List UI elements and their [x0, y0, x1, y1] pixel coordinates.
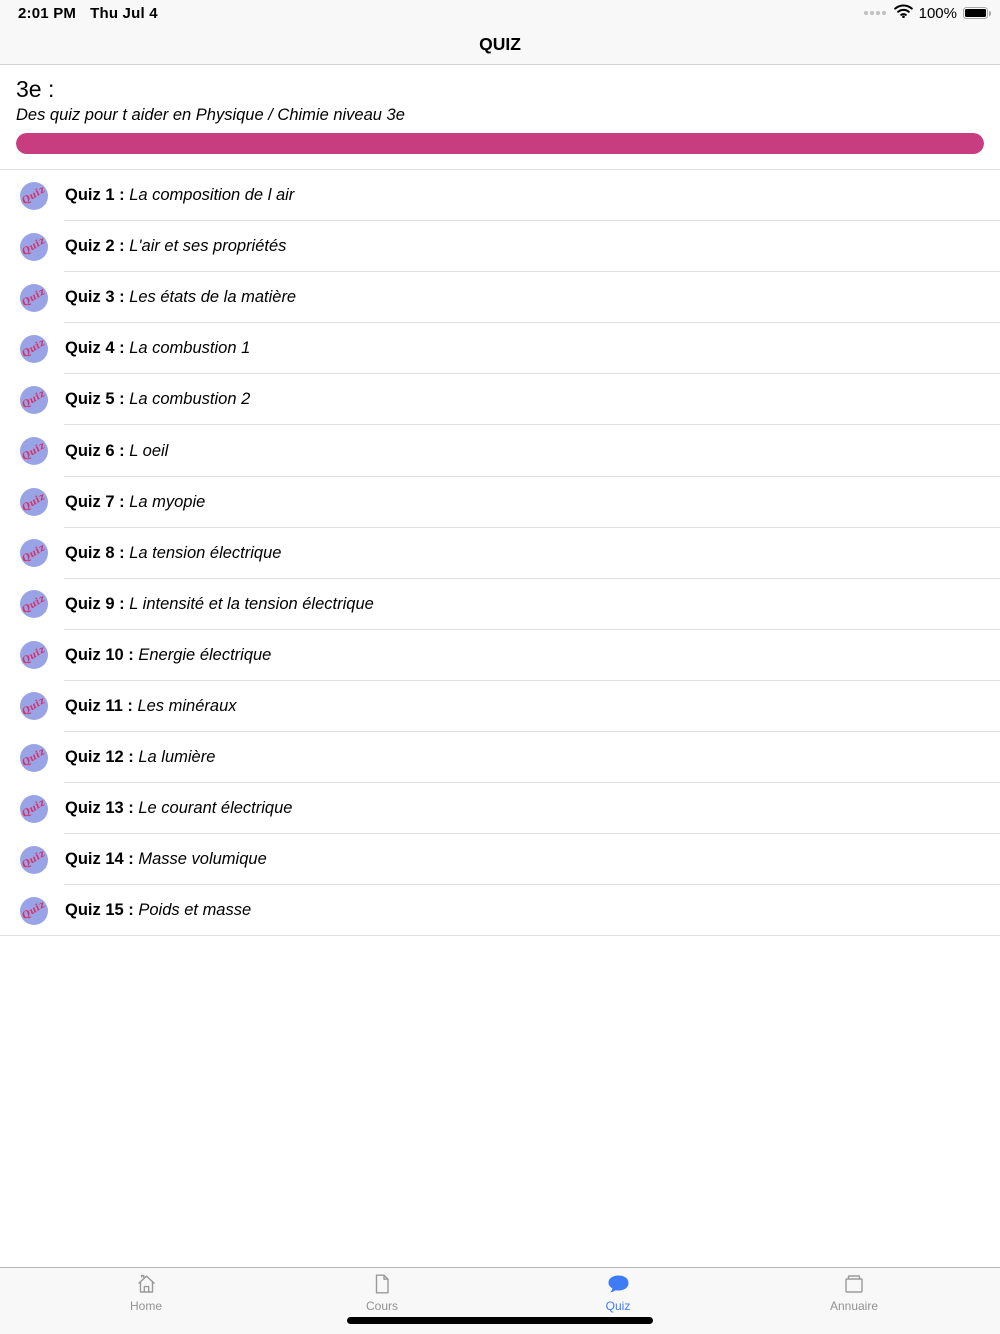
quiz-label: Quiz 5 :	[65, 390, 125, 409]
quiz-badge-label: Quiz	[20, 643, 48, 667]
quiz-row-text	[65, 493, 205, 512]
quiz-badge-icon	[20, 795, 48, 823]
quiz-row[interactable]	[0, 783, 1000, 834]
quiz-row-text	[65, 901, 251, 920]
wifi-icon	[894, 4, 913, 23]
quiz-badge-icon	[20, 641, 48, 669]
quiz-row-text	[65, 748, 215, 767]
quiz-row-text	[65, 186, 294, 205]
quiz-badge-label: Quiz	[20, 184, 48, 207]
quiz-badge-label: Quiz	[20, 797, 48, 821]
quiz-label: Quiz 2 :	[65, 237, 125, 256]
quiz-row[interactable]	[0, 681, 1000, 732]
battery-percent-label: 100%	[918, 4, 957, 22]
quiz-label: Quiz 11 :	[65, 696, 133, 715]
quiz-badge-icon	[20, 590, 48, 618]
quiz-title: L'air et ses propriétés	[129, 237, 287, 256]
quiz-label: Quiz 1 :	[65, 186, 125, 205]
quiz-title: Masse volumique	[138, 850, 267, 869]
quiz-badge-label: Quiz	[20, 848, 48, 872]
quiz-row[interactable]	[0, 272, 1000, 323]
page-title: QUIZ	[479, 34, 521, 54]
quiz-label: Quiz 6 :	[65, 441, 125, 460]
quiz-badge-icon	[20, 284, 48, 312]
tab-quiz-label: Quiz	[605, 1299, 631, 1313]
quiz-badge-label: Quiz	[20, 592, 48, 616]
quiz-row-text	[65, 237, 286, 256]
quiz-title: L intensité et la tension électrique	[129, 594, 374, 613]
quiz-row[interactable]	[0, 579, 1000, 630]
quiz-badge-label: Quiz	[20, 695, 48, 718]
section-subtitle: Des quiz pour t aider en Physique / Chimie niveau 3e	[16, 106, 405, 124]
quiz-label: Quiz 7 :	[65, 492, 125, 511]
document-icon	[370, 1272, 394, 1296]
quiz-badge-icon	[20, 744, 48, 772]
quiz-title: Les états de la matière	[129, 288, 297, 307]
tab-annuaire-label: Annuaire	[829, 1299, 879, 1313]
status-date: Thu Jul 4	[90, 5, 158, 22]
tab-home[interactable]	[28, 1272, 264, 1334]
status-bar-right	[864, 5, 988, 21]
quiz-label: Quiz 8 :	[65, 543, 125, 562]
quiz-title: La composition de l air	[129, 186, 295, 205]
quiz-badge-icon	[20, 897, 48, 925]
quiz-title: La lumière	[138, 748, 216, 767]
quiz-row-text	[65, 799, 292, 818]
quiz-row-text	[65, 390, 250, 409]
quiz-row[interactable]	[0, 630, 1000, 681]
quiz-label: Quiz 10 :	[65, 645, 134, 664]
quiz-row[interactable]	[0, 425, 1000, 476]
quiz-badge-icon	[20, 692, 48, 720]
quiz-badge-label: Quiz	[20, 490, 48, 514]
quiz-label: Quiz 4 :	[65, 339, 125, 358]
quiz-badge-label: Quiz	[20, 899, 48, 923]
quiz-title: La myopie	[129, 492, 206, 511]
quiz-badge-icon	[20, 437, 48, 465]
quiz-row-text	[65, 339, 250, 358]
quiz-row[interactable]	[0, 732, 1000, 783]
quiz-row-text	[65, 595, 374, 614]
quiz-badge-label: Quiz	[20, 439, 48, 463]
quiz-badge-icon	[20, 233, 48, 261]
quiz-badge-label: Quiz	[20, 746, 48, 769]
quiz-label: Quiz 15 :	[65, 901, 134, 920]
quiz-row[interactable]	[0, 834, 1000, 885]
home-icon	[134, 1272, 159, 1296]
quiz-row-text	[65, 288, 296, 307]
progress-bar-fill	[16, 133, 984, 154]
quiz-title: Poids et masse	[138, 901, 252, 920]
quiz-row-text	[65, 646, 271, 665]
quiz-badge-icon	[20, 539, 48, 567]
chat-bubble-icon	[606, 1272, 631, 1296]
quiz-title: La tension électrique	[129, 543, 282, 562]
top-bar	[0, 0, 1000, 65]
tab-cours-label: Cours	[365, 1299, 398, 1313]
quiz-badge-icon	[20, 182, 48, 210]
quiz-badge-icon	[20, 335, 48, 363]
quiz-label: Quiz 14 :	[65, 850, 134, 869]
quiz-row[interactable]	[0, 221, 1000, 272]
quiz-label: Quiz 3 :	[65, 288, 125, 307]
quiz-badge-icon	[20, 846, 48, 874]
quiz-row[interactable]	[0, 477, 1000, 528]
section-title: 3e :	[16, 76, 55, 102]
status-bar-left	[18, 5, 158, 22]
quiz-row[interactable]	[0, 374, 1000, 425]
quiz-title: Energie électrique	[138, 645, 272, 664]
quiz-title: La combustion 2	[129, 390, 251, 409]
quiz-badge-label: Quiz	[20, 337, 48, 361]
tab-home-label: Home	[129, 1299, 162, 1313]
quiz-row-text	[65, 850, 267, 869]
quiz-row[interactable]	[0, 170, 1000, 221]
progress-bar	[16, 133, 984, 154]
status-time: 2:01 PM	[18, 5, 77, 22]
tab-annuaire[interactable]	[736, 1272, 972, 1334]
quiz-row-text	[65, 697, 237, 716]
quiz-badge-label: Quiz	[20, 235, 48, 259]
quiz-badge-icon	[20, 488, 48, 516]
battery-icon	[963, 7, 988, 19]
cellular-signal-icon	[864, 11, 886, 15]
quiz-row-text	[65, 544, 281, 563]
quiz-label: Quiz 9 :	[65, 594, 125, 613]
quiz-label: Quiz 13 :	[65, 799, 134, 818]
home-indicator[interactable]	[347, 1317, 653, 1324]
quiz-badge-label: Quiz	[20, 388, 48, 412]
tab-quiz[interactable]	[500, 1272, 736, 1334]
tab-cours[interactable]	[264, 1272, 500, 1334]
quiz-row[interactable]	[0, 528, 1000, 579]
quiz-row[interactable]	[0, 323, 1000, 374]
quiz-title: Le courant électrique	[138, 799, 293, 818]
quiz-label: Quiz 12 :	[65, 748, 134, 767]
quiz-row[interactable]	[0, 885, 1000, 936]
archive-box-icon	[841, 1272, 867, 1296]
quiz-title: L oeil	[129, 441, 169, 460]
quiz-title: La combustion 1	[129, 339, 251, 358]
quiz-badge-label: Quiz	[20, 541, 48, 565]
quiz-row-text	[65, 442, 168, 461]
quiz-badge-label: Quiz	[20, 286, 48, 310]
quiz-badge-icon	[20, 386, 48, 414]
quiz-list	[0, 169, 1000, 936]
quiz-title: Les minéraux	[137, 696, 237, 715]
